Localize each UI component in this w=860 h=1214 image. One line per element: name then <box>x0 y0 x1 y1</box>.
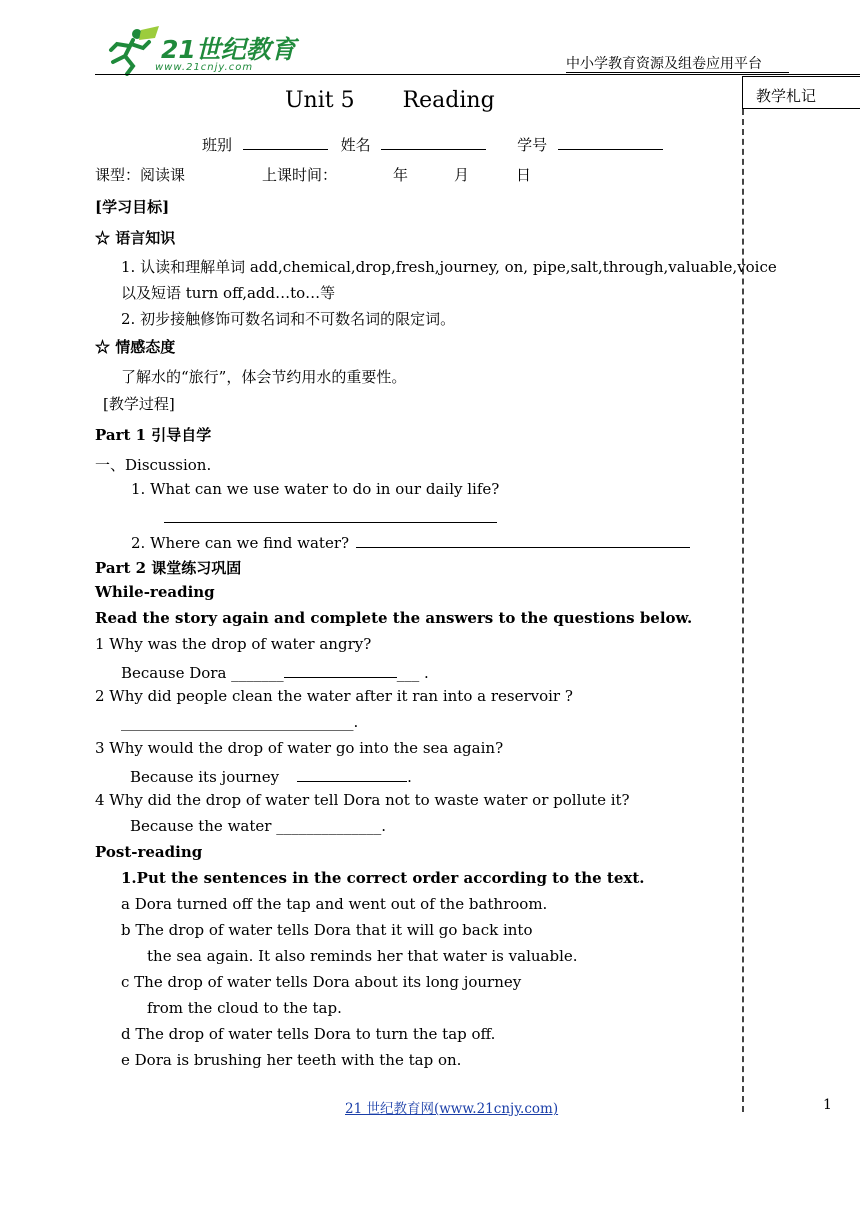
title-unit: Unit 5 <box>285 88 355 113</box>
answer-1 <box>121 661 429 682</box>
goal-item-1-cont: 以及短语 turn off,add…to…等 <box>121 284 336 302</box>
answer-3-lead: Because its journey <box>130 768 280 786</box>
goal-item-1: 1. 认读和理解单词 add,chemical,drop,fresh,journey, on, pipe,salt,through,valuable,voice <box>121 258 777 276</box>
student-info-row <box>202 133 663 155</box>
attitude-heading: ☆ 情感态度 <box>95 338 176 356</box>
time-label: 上课时间： <box>262 166 338 184</box>
platform-name: 中小学教育资源及组卷应用平台 <box>566 56 762 72</box>
sentence-a: a Dora turned off the tap and went out of the bathroom. <box>121 895 548 913</box>
sentence-d: d The drop of water tells Dora to turn the tap off. <box>121 1025 496 1043</box>
question-2: 2 Why did people clean the water after it ran into a reservoir ? <box>95 687 573 705</box>
logo-text: 21世纪教育 <box>161 35 296 64</box>
day-label: 日 <box>516 166 532 184</box>
discussion-heading: 一、Discussion. <box>95 456 212 474</box>
part2-heading: Part 2 课堂练习巩固 <box>95 559 242 577</box>
discussion-q2 <box>131 531 690 552</box>
page-number: 1 <box>823 1097 832 1113</box>
discussion-q2-answer[interactable] <box>356 531 690 548</box>
name-field[interactable] <box>381 133 486 150</box>
answer-1-lead: Because Dora _______ <box>121 664 284 682</box>
notes-label: 教学札记 <box>756 87 817 105</box>
footer-link[interactable]: 21 世纪教育网(www.21cnjy.com) <box>345 1101 559 1117</box>
discussion-q2-text: 2. Where can we find water? <box>131 534 350 552</box>
goal-item-2: 2. 初步接触修饰可数名词和不可数名词的限定词。 <box>121 310 456 328</box>
id-field[interactable] <box>558 133 663 150</box>
platform-underline <box>566 72 789 73</box>
notes-column-header <box>742 76 860 109</box>
answer-2[interactable]: _______________________________. <box>121 713 359 731</box>
question-1: 1 Why was the drop of water angry? <box>95 635 372 653</box>
sentence-e: e Dora is brushing her teeth with the tap on. <box>121 1051 462 1069</box>
sentence-c-cont: from the cloud to the tap. <box>147 999 342 1017</box>
part1-heading: Part 1 引导自学 <box>95 426 212 444</box>
question-3: 3 Why would the drop of water go into the sea again? <box>95 739 504 757</box>
logo <box>103 26 296 76</box>
year-label: 年 <box>393 166 409 184</box>
answer-1-tail: ___ . <box>396 664 429 682</box>
title-topic: Reading <box>402 88 495 113</box>
post-reading-heading: Post-reading <box>95 843 203 861</box>
goals-heading: [学习目标] <box>95 198 170 216</box>
discussion-q1-answer[interactable] <box>164 506 497 523</box>
answer-4[interactable]: Because the water ______________. <box>130 817 386 835</box>
page-title <box>285 88 495 113</box>
while-reading-instruction: Read the story again and complete the answers to the questions below. <box>95 609 693 627</box>
logo-url: www.21cnjy.com <box>155 62 254 73</box>
month-label: 月 <box>454 166 470 184</box>
sentence-b-cont: the sea again. It also reminds her that water is valuable. <box>147 947 578 965</box>
while-reading-heading: While-reading <box>95 583 215 601</box>
sentence-c: c The drop of water tells Dora about its long journey <box>121 973 522 991</box>
name-label: 姓名 <box>340 136 371 154</box>
header-rule <box>95 74 860 75</box>
id-label: 学号 <box>517 136 548 154</box>
sentence-b: b The drop of water tells Dora that it will go back into <box>121 921 533 939</box>
course-type: 课型：阅读课 <box>95 166 186 184</box>
class-field[interactable] <box>243 133 328 150</box>
answer-3-field[interactable] <box>297 765 407 782</box>
answer-1-field[interactable] <box>284 661 397 678</box>
process-heading: [教学过程] <box>103 395 175 413</box>
class-label: 班别 <box>202 136 233 154</box>
question-4: 4 Why did the drop of water tell Dora not to waste water or pollute it? <box>95 791 630 809</box>
discussion-q1: 1. What can we use water to do in our daily life? <box>131 480 500 498</box>
runner-logo-icon <box>103 26 163 76</box>
answer-3: Because its journey . <box>130 765 412 786</box>
attitude-text: 了解水的“旅行”，体会节约用水的重要性。 <box>121 368 407 386</box>
post-reading-task: 1.Put the sentences in the correct order according to the text. <box>121 869 645 887</box>
language-knowledge-heading: ☆ 语言知识 <box>95 229 176 247</box>
